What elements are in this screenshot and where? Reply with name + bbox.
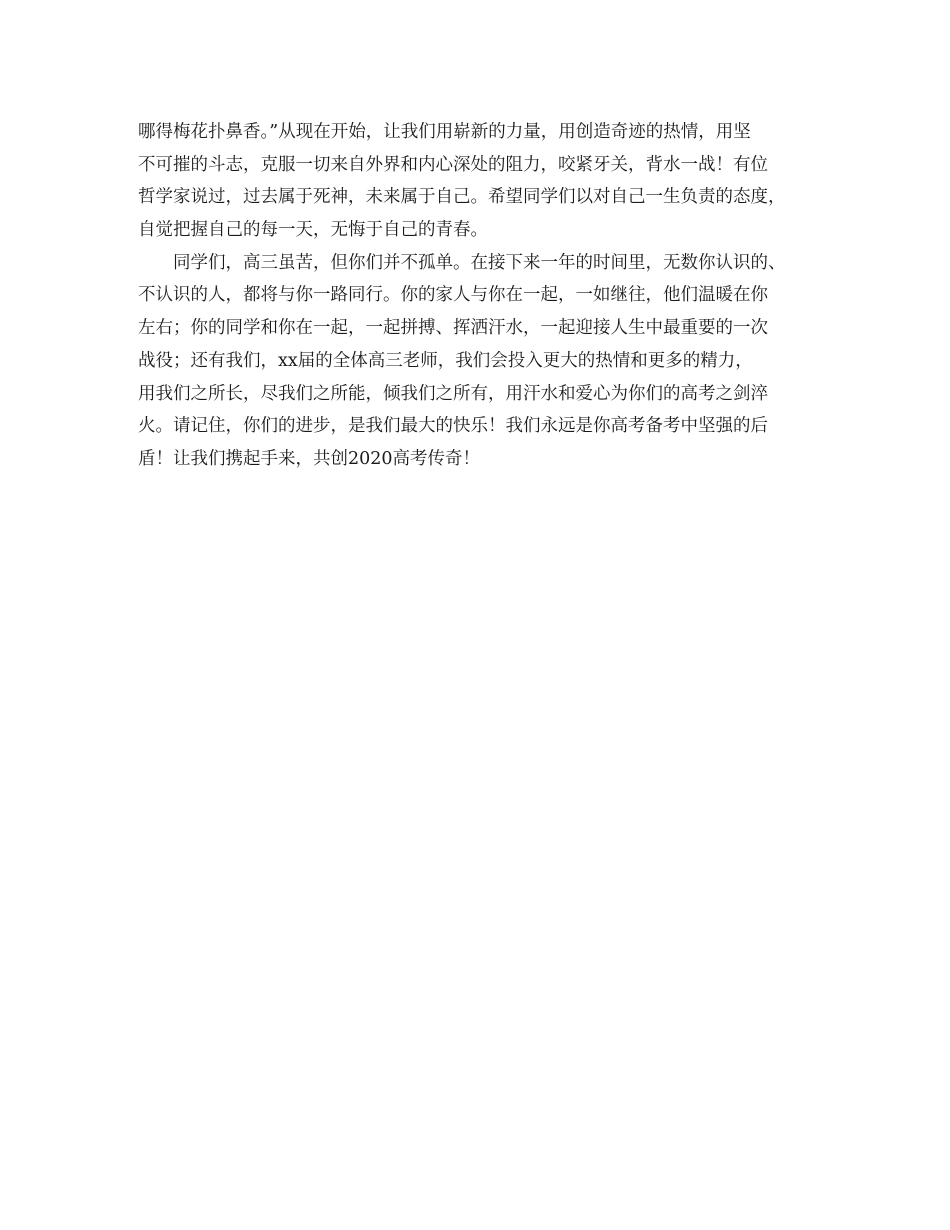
paragraph-2: [138, 247, 818, 476]
paragraph-line: 用我们之所长，尽我们之所能，倾我们之所有，用汗水和爱心为你们的高考之剑淬: [138, 383, 768, 404]
paragraph-line: 哪得梅花扑鼻香。”从现在开始，让我们用崭新的力量，用创造奇迹的热情，用坚: [138, 122, 751, 142]
paragraph-line: 战役；还有我们，xx届的全体高三老师，我们会投入更大的热情和更多的精力，: [138, 350, 753, 371]
paragraph-line: 自觉把握自己的每一天，无悔于自己的青春。: [138, 220, 488, 241]
paragraph-line: 哲学家说过，过去属于死神，未来属于自己。希望同学们以对自己一生负责的态度，: [138, 187, 786, 208]
document-body: [138, 116, 818, 476]
paragraph-1: [138, 116, 818, 247]
paragraph-line: 不认识的人，都将与你一路同行。你的家人与你在一起，一如继往，他们温暖在你: [138, 285, 768, 306]
paragraph-line: 火。请记住，你们的进步，是我们最大的快乐！我们永远是你高考备考中坚强的后: [138, 416, 768, 437]
paragraph-line: 左右；你的同学和你在一起，一起拼搏、挥洒汗水，一起迎接人生中最重要的一次: [138, 318, 768, 339]
paragraph-first-line: 同学们，高三虽苦，但你们并不孤单。在接下来一年的时间里，无数你认识的、: [173, 252, 786, 273]
paragraph-line: 盾！让我们携起手来，共创2020高考传奇！: [138, 448, 481, 469]
paragraph-line: 不可摧的斗志，克服一切来自外界和内心深处的阻力，咬紧牙关，背水一战！有位: [138, 154, 768, 175]
